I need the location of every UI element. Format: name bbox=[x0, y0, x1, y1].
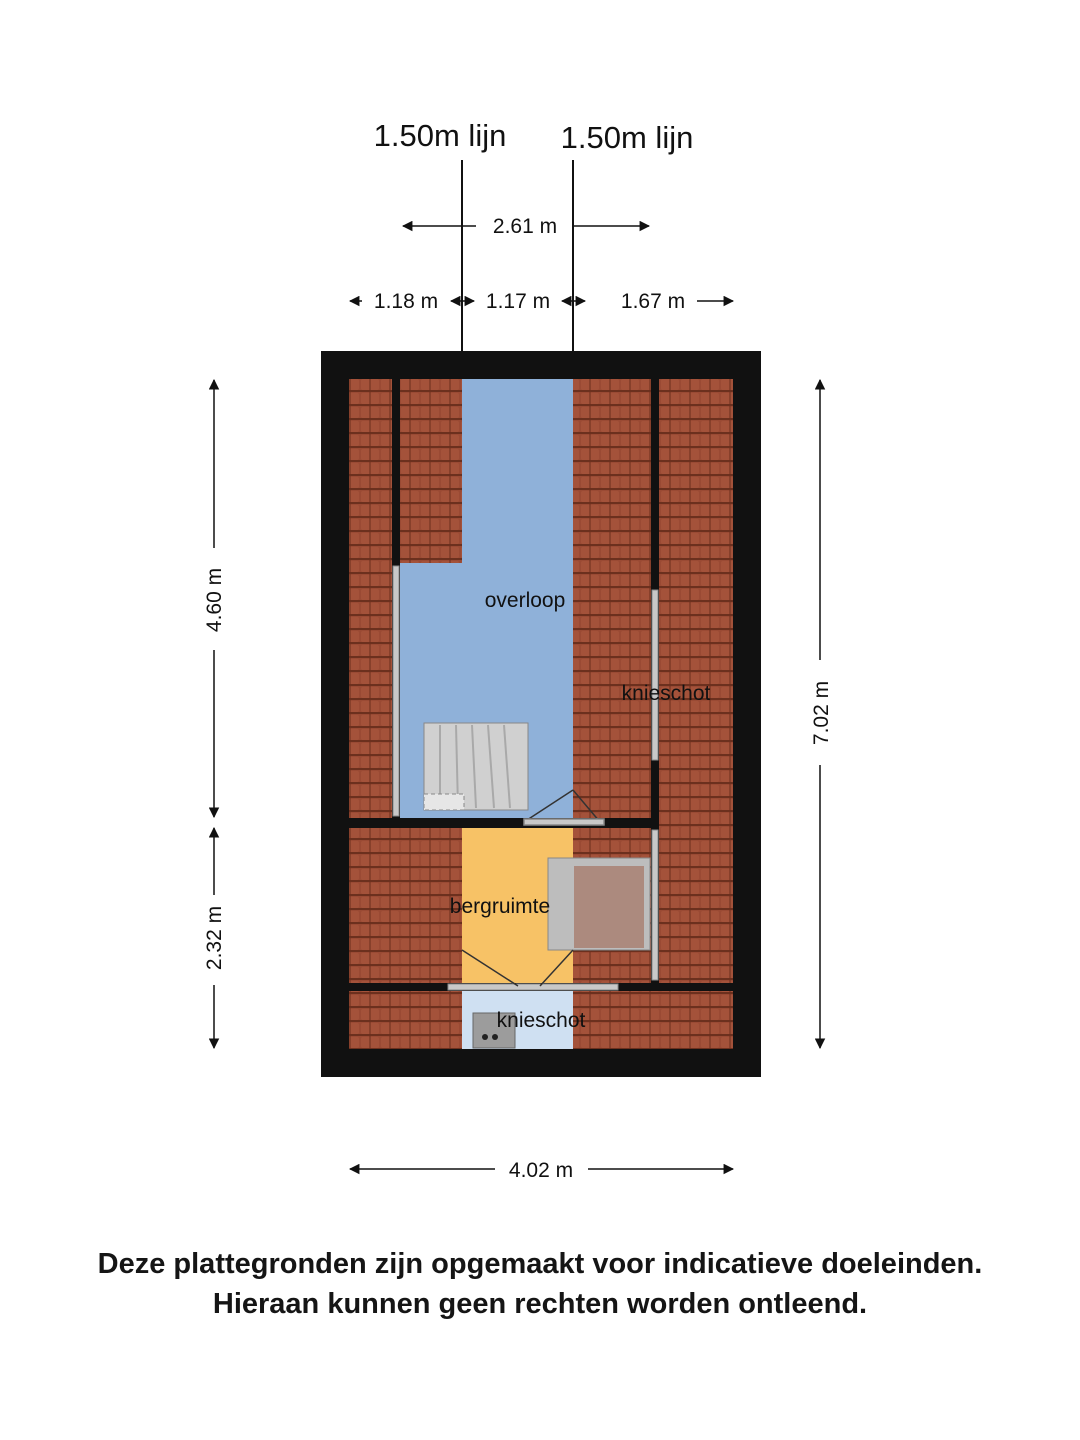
dim-left-upper-label: 4.60 m bbox=[203, 567, 226, 633]
line-label-left: 1.50m lijn bbox=[373, 118, 507, 153]
staircase bbox=[424, 723, 528, 810]
disclaimer bbox=[0, 1244, 1080, 1324]
dim-right-label: 7.02 m bbox=[810, 680, 833, 746]
dim-top-span-label: 2.61 m bbox=[492, 215, 558, 238]
room-label-bergruimte: bergruimte bbox=[449, 895, 551, 918]
dim-top-middle-label: 1.17 m bbox=[485, 290, 551, 313]
dim-left-lower-label: 2.32 m bbox=[203, 905, 226, 971]
room-label-overloop: overloop bbox=[484, 589, 566, 612]
skylight bbox=[548, 858, 650, 950]
dim-bottom-label: 4.02 m bbox=[508, 1159, 574, 1182]
room-label-knieschot-right: knieschot bbox=[621, 682, 711, 705]
disclaimer-line-2: Hieraan kunnen geen rechten worden ontleend. bbox=[212, 1288, 868, 1320]
dim-top-right-label: 1.67 m bbox=[620, 290, 686, 313]
room-label-knieschot-bottom: knieschot bbox=[496, 1009, 586, 1032]
disclaimer-line-1: Deze plattegronden zijn opgemaakt voor indicatieve doeleinden. bbox=[97, 1248, 983, 1280]
line-label-right: 1.50m lijn bbox=[560, 120, 694, 155]
height-lines bbox=[462, 160, 573, 351]
dim-top-left-label: 1.18 m bbox=[373, 290, 439, 313]
